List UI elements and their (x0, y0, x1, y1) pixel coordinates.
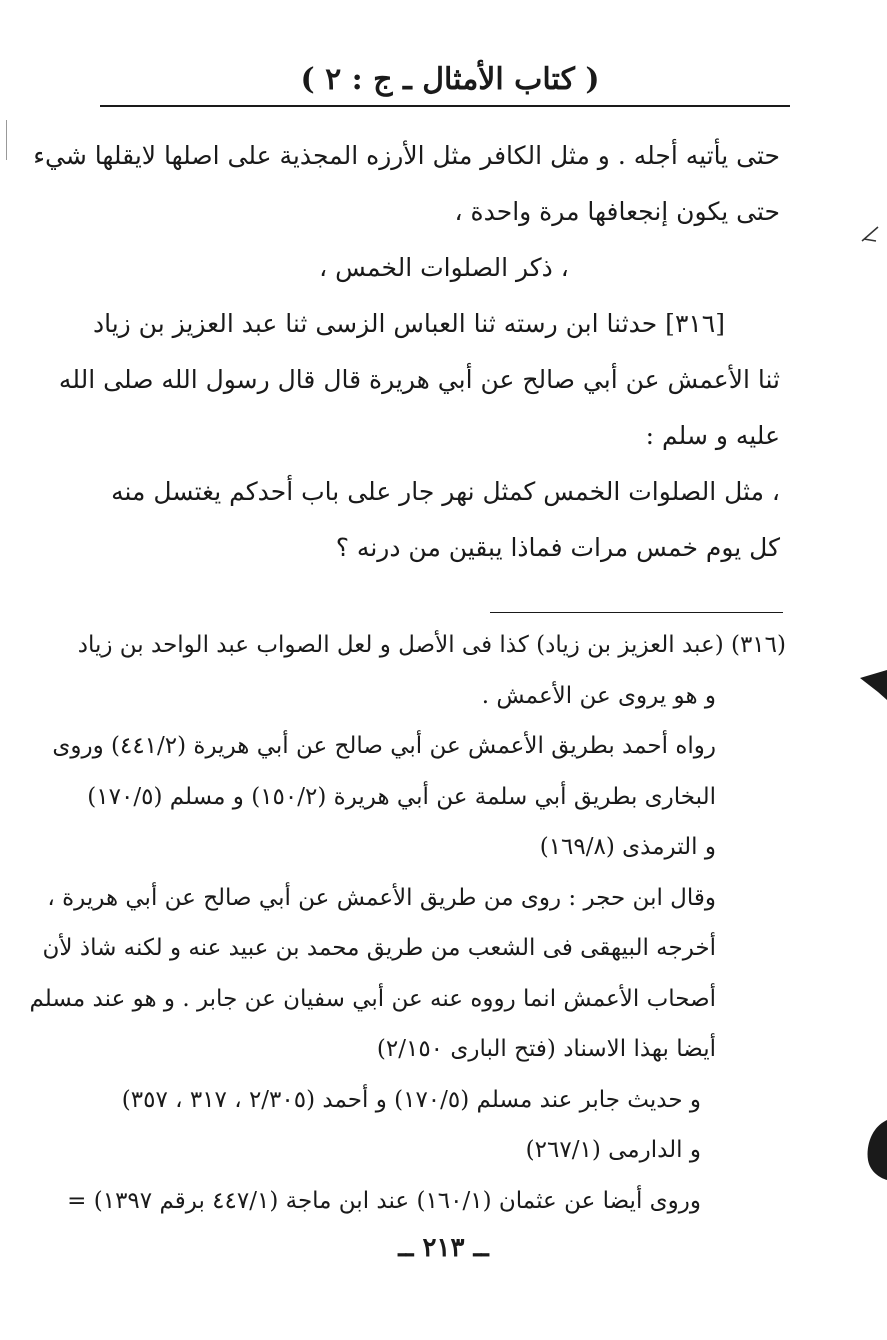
footnote-line: و الترمذى (١٦٩/٨) (539, 834, 716, 860)
footnote-line: أخرجه البيهقى فى الشعب من طريق محمد بن عبيد عنه و لكنه شاذ لأن (42, 935, 716, 961)
footnote-line: أيضا بهذا الاسناد (فتح البارى ٢/١٥٠) (376, 1036, 716, 1062)
text-line: عليه و سلم : (645, 421, 780, 450)
scan-mark (860, 225, 880, 245)
footnote-line: البخارى بطريق أبي سلمة عن أبي هريرة (١٥٠/٢) و مسلم (١٧٠/٥) (87, 783, 716, 810)
footnote-line: أصحاب الأعمش انما رووه عنه عن أبي سفيان عن جابر . و هو عند مسلم (29, 985, 716, 1012)
scan-mark (860, 670, 887, 700)
footnote-line: رواه أحمد بطريق الأعمش عن أبي صالح عن أبي هريرة (٤٤١/٢) وروى (52, 733, 716, 759)
footnote-line: و هو يروى عن الأعمش . (481, 682, 716, 709)
main-text (33, 128, 780, 576)
running-header: ( كتاب الأمثال ـ ج : ٢ ) (300, 62, 600, 97)
scan-edge-line (6, 120, 7, 160)
footnotes (29, 620, 786, 1226)
hadith-line: [٣١٦] حدثنا ابن رسته ثنا العباس الزسى ثنا عبد العزيز بن زياد (92, 309, 725, 338)
scan-mark (862, 1120, 887, 1180)
footnote-line: وقال ابن حجر : روى من طريق الأعمش عن أبي صالح عن أبي هريرة ، (47, 884, 716, 911)
footnote-line: و حديث جابر عند مسلم (١٧٠/٥) و أحمد (٢/٣٠٥ ، ٣١٧ ، ٣٥٧) (121, 1086, 701, 1113)
text-line: ثنا الأعمش عن أبي صالح عن أبي هريرة قال قال رسول الله صلى الله (58, 365, 780, 394)
text-line: حتى يكون إنجعافها مرة واحدة ، (454, 197, 780, 226)
text-line: ، مثل الصلوات الخمس كمثل نهر جار على باب أحدكم يغتسل منه (111, 477, 780, 506)
header-rule (100, 105, 790, 107)
footnote-line: و الدارمى (٢٦٧/١) (525, 1137, 701, 1163)
text-line: كل يوم خمس مرات فماذا يبقين من درنه ؟ (335, 533, 780, 562)
section-heading: ، ذكر الصلوات الخمس ، (319, 253, 569, 282)
text-line: حتى يأتيه أجله . و مثل الكافر مثل الأرزه المجذية على اصلها لايقلها شيء (33, 141, 780, 170)
page-number: ــ ٢١٣ ــ (398, 1233, 489, 1263)
footnote-line: وروى أيضا عن عثمان (١٦٠/١) عند ابن ماجة (٤٤٧/١ برقم ١٣٩٧) = (67, 1187, 701, 1214)
footnote-rule (490, 612, 783, 613)
footnote-line: (٣١٦) (عبد العزيز بن زياد) كذا فى الأصل و لعل الصواب عبد الواحد بن زياد (77, 632, 786, 658)
